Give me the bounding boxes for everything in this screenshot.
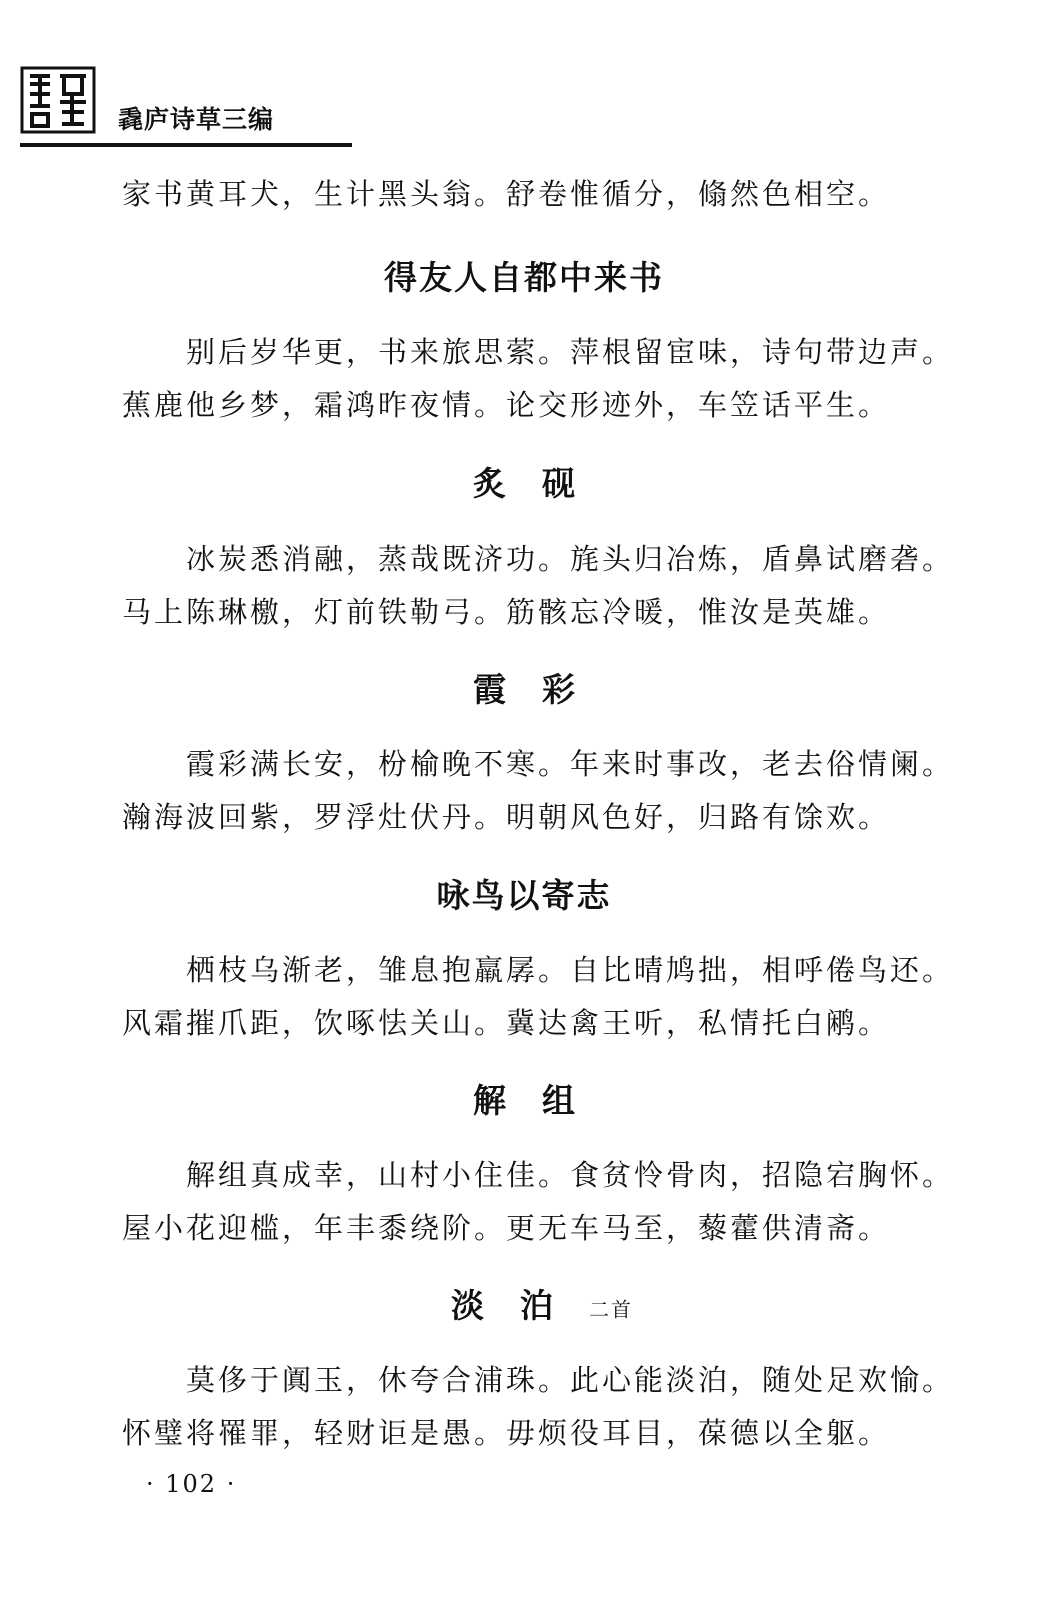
poem-count-note: 二首 <box>589 1297 633 1322</box>
poem-line: 莫侈于阗玉，休夸合浦珠。此心能淡泊，随处足欢愉。 <box>186 1363 955 1397</box>
poem-title: 霞彩 <box>473 670 611 709</box>
page-number: · 102 · <box>146 1470 237 1498</box>
poem-line: 蕉鹿他乡梦，霜鸿昨夜情。论交形迹外，车笠话平生。 <box>122 388 891 422</box>
poem-title: 得友人自都中来书 <box>384 258 664 297</box>
poem-line: 马上陈琳檄，灯前铁勒弓。筋骸忘冷暖，惟汝是英雄。 <box>122 595 891 629</box>
poem-line: 怀璧将罹罪，轻财讵是愚。毋烦役耳目，葆德以全躯。 <box>122 1416 891 1450</box>
poem-line: 别后岁华更，书来旅思萦。萍根留宦味，诗句带边声。 <box>186 335 955 369</box>
poem-line: 冰炭悉消融，蒸哉既济功。旄头归冶炼，盾鼻试磨砻。 <box>186 542 955 576</box>
poem-title: 淡泊 <box>451 1286 589 1325</box>
poem-title: 解组 <box>473 1081 611 1120</box>
poem-line: 风霜摧爪距，饮啄怯关山。冀达禽王听，私情托白鹇。 <box>122 1006 891 1040</box>
header-divider <box>20 143 352 147</box>
poem-line: 瀚海波回紫，罗浮灶伏丹。明朝风色好，归路有馀欢。 <box>122 800 891 834</box>
poem-line: 栖枝乌渐老，雏息抱羸孱。自比晴鸠拙，相呼倦鸟还。 <box>186 953 955 987</box>
poem-line: 屋小花迎槛，年丰黍绕阶。更无车马至，藜藿供清斋。 <box>122 1211 891 1245</box>
book-title: 毳庐诗草三编 <box>118 105 275 134</box>
poem-title: 炙砚 <box>473 464 611 503</box>
poem-title: 咏鸟以寄志 <box>436 876 612 915</box>
poem-line: 解组真成幸，山村小住佳。食贫怜骨肉，招隐宕胸怀。 <box>186 1158 955 1192</box>
poem-title-with-note <box>0 1280 1048 1327</box>
poem-line: 家书黄耳犬，生计黑头翁。舒卷惟循分，翛然色相空。 <box>122 177 891 211</box>
poem-line: 霞彩满长安，枌榆晚不寒。年来时事改，老去俗情阑。 <box>186 747 955 781</box>
seal-stamp-logo <box>20 66 96 134</box>
